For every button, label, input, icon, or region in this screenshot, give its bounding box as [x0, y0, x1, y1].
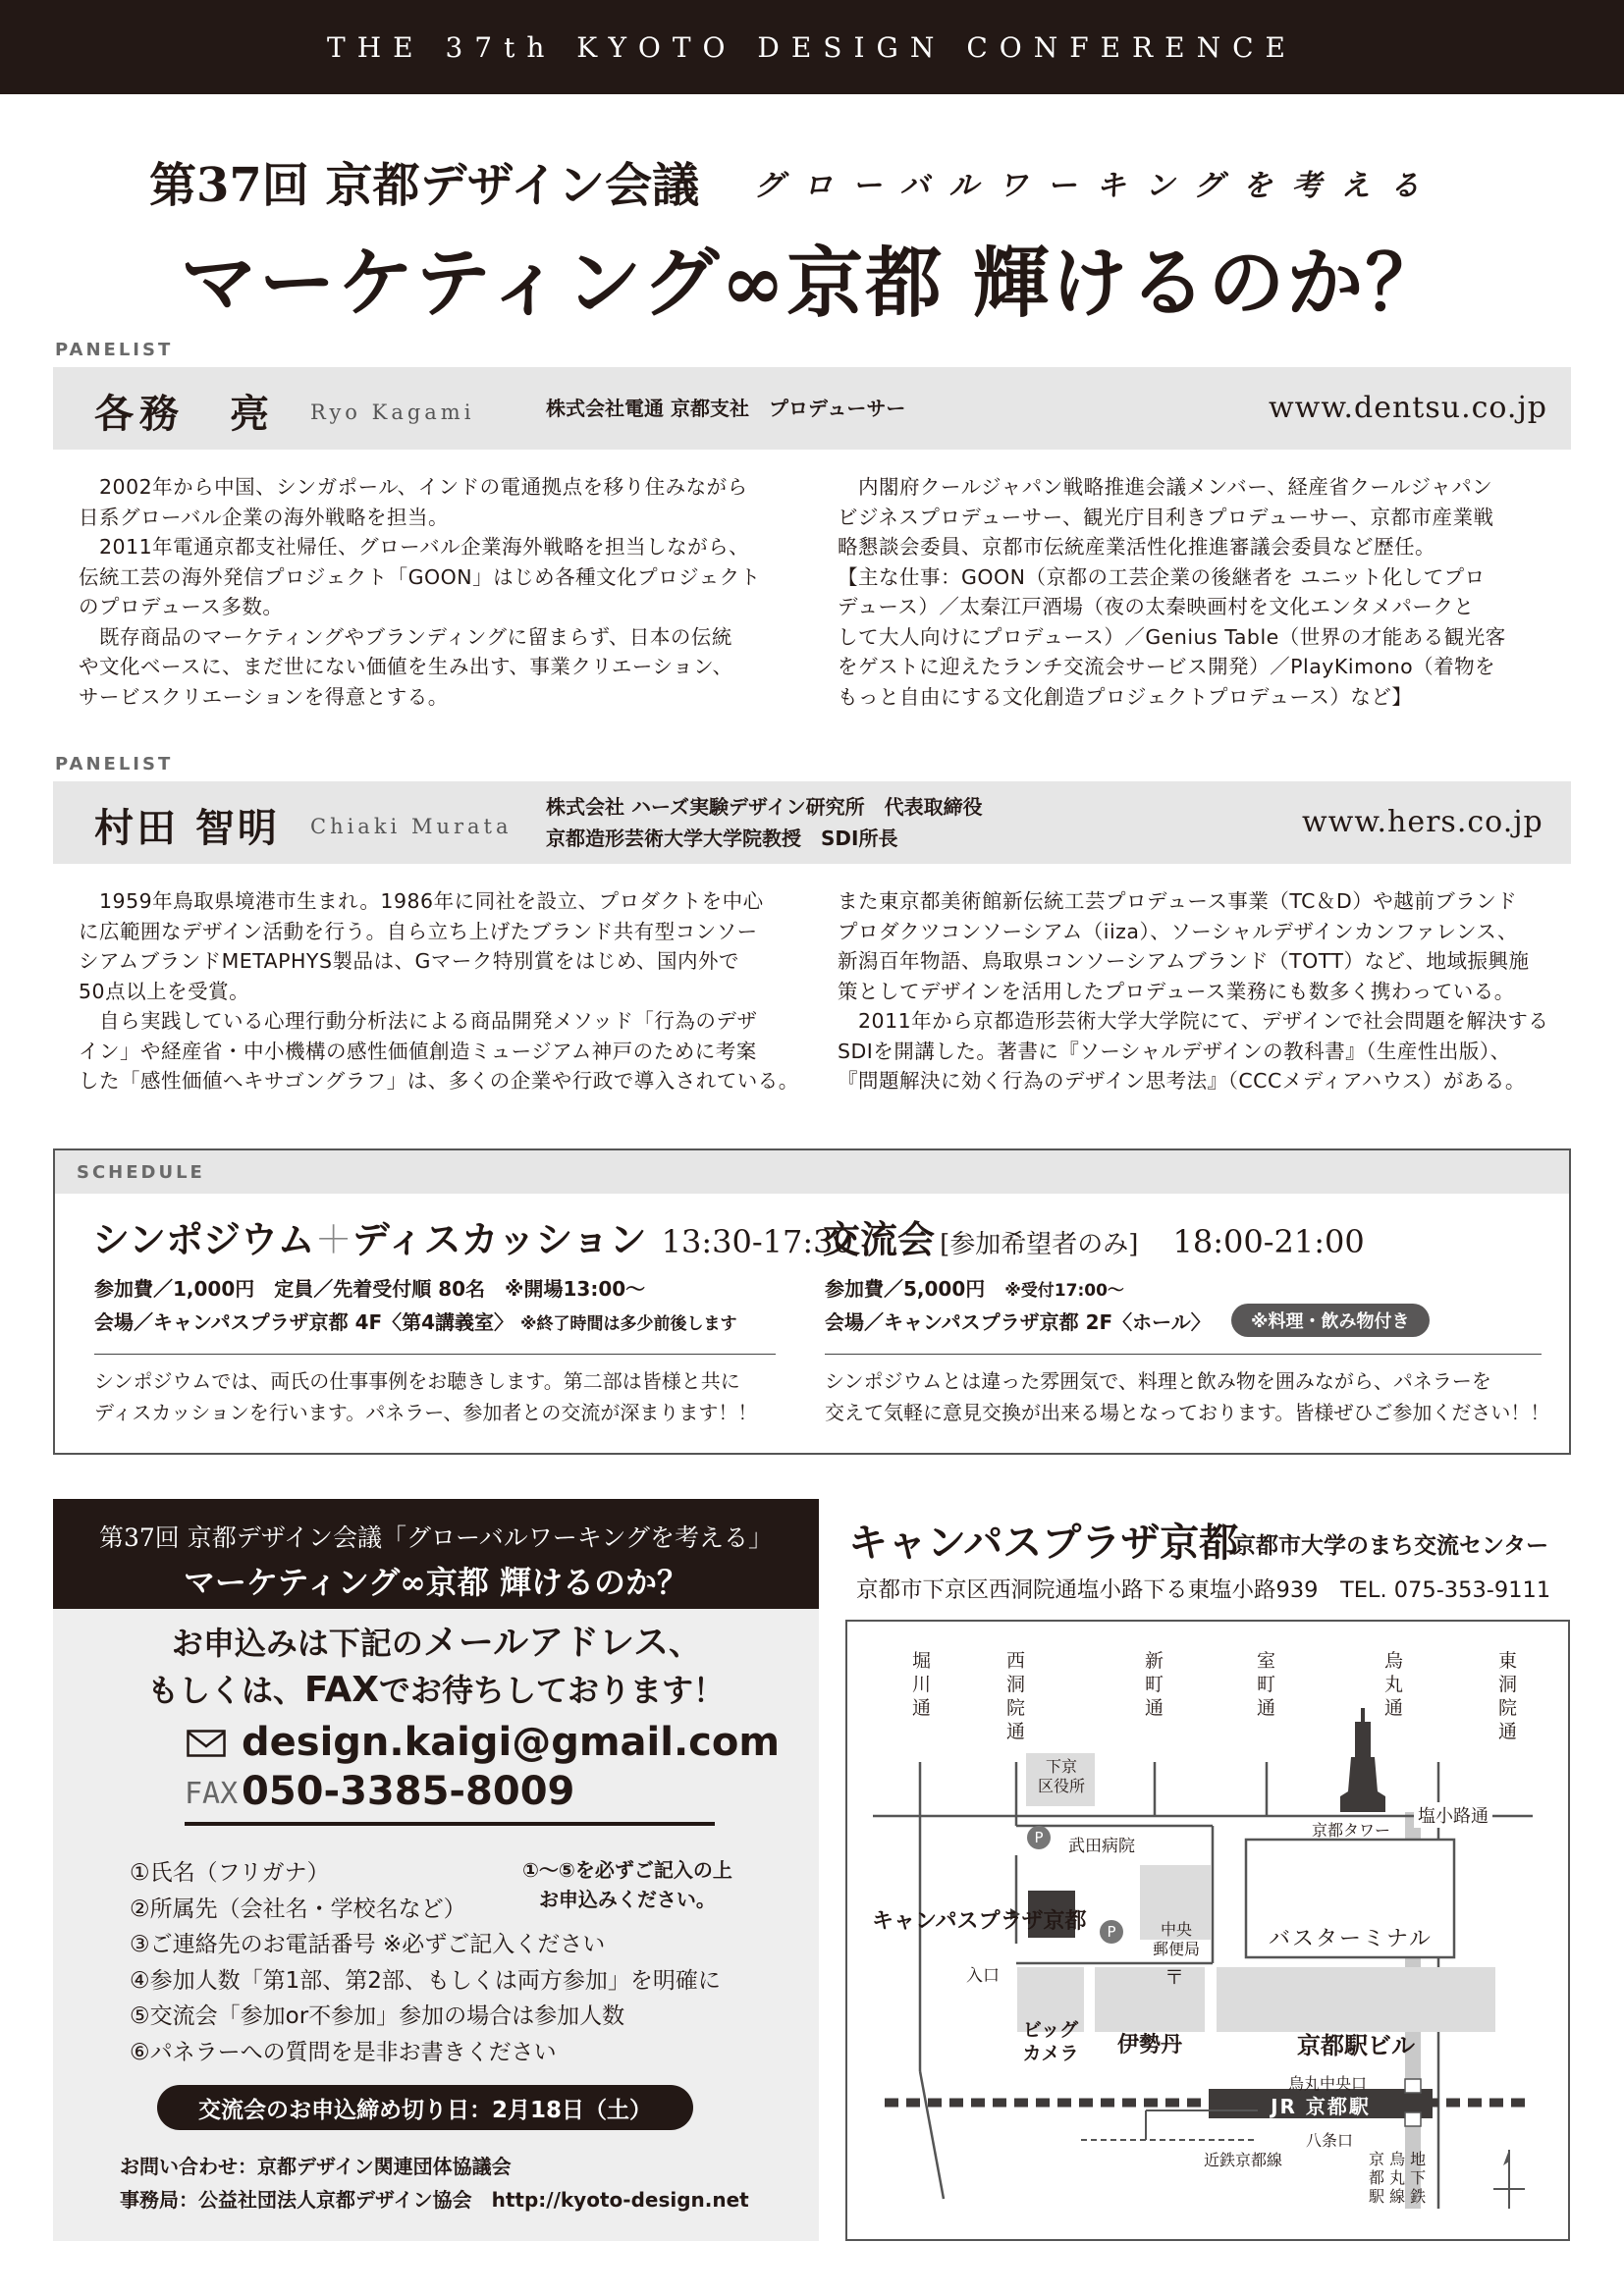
panelist-roman-name: Ryo Kagami [310, 400, 475, 424]
campus-plaza-map-label: キャンパスプラザ京都 [872, 1909, 1087, 1934]
kyoto-station-building-label: 京都駅ビル [1297, 2032, 1415, 2059]
street-label-karasuma: 烏 丸 通 [1384, 1650, 1404, 1719]
food-included-badge: ※料理・飲み物付き [1231, 1304, 1430, 1337]
panelist-affiliation: 京都造形芸術大学大学院教授 SDI所長 [546, 827, 898, 850]
email-address-link[interactable]: design.kaigi@gmail.com [242, 1720, 781, 1765]
reception-fee: 参加費／5,000円 ※受付17:00～ [825, 1277, 1124, 1301]
symposium-time: 13:30-17:30 [661, 1223, 853, 1260]
application-invitation: お申込みは下記のメールアドレス、 もしくは、FAXでお待ちしております！ [146, 1623, 726, 1710]
panelist-affiliation: 株式会社電通 京都支社 プロデューサー [546, 397, 906, 420]
schedule-label: SCHEDULE [77, 1162, 205, 1183]
hachijo-exit-label: 八条口 [1306, 2131, 1354, 2150]
reception-description: シンポジウムとは違った雰囲気で、料理と飲み物を囲みながら、パネラーを 交えて気軽に意見交換が出来る場となっております。皆様ぜひご参加ください！！ [825, 1369, 1550, 1424]
shimogyo-ward-office: 下京 区役所 [1037, 1757, 1085, 1795]
shiokoji-street-label: 塩小路通 [1414, 1802, 1492, 1828]
venue-subtitle: 京都市大学のまち交流センター [1233, 1532, 1549, 1559]
parking-icon: P [1027, 1826, 1051, 1849]
contact-underline [185, 1822, 715, 1826]
symposium-description: シンポジウムでは、両氏の仕事事例をお聴きします。第二部は皆様と共に ディスカッションを行います。パネラー、参加者との交流が深まります！！ [94, 1369, 758, 1424]
mail-icon [187, 1730, 226, 1757]
panelist-label: PANELIST [55, 754, 174, 774]
street-label-higashinotoin: 東 洞 院 通 [1498, 1650, 1518, 1742]
list-item: ⑥パネラーへの質問を是非お書きください [130, 2039, 557, 2065]
panelist-bio-left: 1959年鳥取県境港市生まれ。1986年に同社を設立、プロダクトを中心 に広範囲なデザイン活動を行う。自ら立ち上げたブランド共有型コンソー シアムブランドMETAPHYS製品は、Gマーク特別賞をはじめ、国内外で 50点以上を受賞。 自ら実践している心理行動分析法による商品開発メソッド「行為のデザ イン」や経産省・中小機構の感性価値創造ミュージアム神戸のために考案 した「感性価値へキサゴングラフ」は、多くの企業や行政で導入されている。 [79, 889, 799, 1093]
reception-time: 18:00-21:00 [1172, 1223, 1365, 1260]
post-office-icon: 〒 [1164, 1965, 1184, 1989]
contact-info: お問い合わせ：京都デザイン関連団体協議会 事務局：公益社団法人京都デザイン協会 http://kyoto-design.net [120, 2155, 749, 2212]
central-post-office-label: 中央 郵便局 [1152, 1920, 1200, 1958]
panelist-affiliation: 株式会社 ハーズ実験デザイン研究所 代表取締役 [546, 795, 983, 819]
street-label-nishinotoin: 西 洞 院 通 [1006, 1650, 1026, 1742]
jr-kyoto-station-label: JR 京都駅 [1271, 2095, 1371, 2118]
panelist-label: PANELIST [55, 340, 174, 360]
reception-title: 交流会 [参加希望者のみ] 18:00-21:00 [823, 1217, 1365, 1261]
symposium-divider [94, 1354, 776, 1355]
conference-title: 第37回 京都デザイン会議 [149, 158, 700, 213]
list-item: ⑤交流会「参加or不参加」参加の場合は参加人数 [130, 2003, 625, 2029]
bus-terminal-label: バスターミナル [1269, 1927, 1433, 1951]
venue-address: 京都市下京区西洞院通塩小路下る東塩小路939 TEL. 075-353-9111 [856, 1577, 1551, 1603]
entrance-label: 入口 [966, 1966, 1000, 1986]
symposium-fee: 参加費／1,000円 定員／先着受付順 80名 ※開場13:00～ [94, 1277, 646, 1301]
application-note: ①～⑤を必ずご記入の上 お申込みください。 [522, 1858, 732, 1911]
conference-subtitle: グローバルワーキングを考える [754, 169, 1439, 203]
panelist-bio-right: 内閣府クールジャパン戦略推進会議メンバー、経産省クールジャパン ビジネスプロデューサー、観光庁目利きプロデューサー、京都市産業戦 略懇談会委員、京都市伝統産業活性化推進審議会委員など歴任。 【主な仕事：GOON（京都の工芸企業の後継者を ユニット化してプロ デュース）／太秦江戸酒場（夜の太秦映画村を文化エンタメパークと して大人向けにプロデュース）／Genius Table（世界の才能ある観光客 をゲストに迎えたランチ交流会サービス開発）／PlayKimono（着物を もっと自由にする文化創造プロジェクトプロデュース）など】 [838, 475, 1506, 709]
fax-number: 050-3385-8009 [242, 1769, 575, 1814]
street-label-shinmachi: 新 町 通 [1145, 1650, 1164, 1719]
panelist-name: 村田 智明 [94, 805, 280, 851]
bic-camera-label: ビッグ カメラ [1022, 2019, 1079, 2064]
panelist-url-link[interactable]: www.dentsu.co.jp [1269, 391, 1547, 425]
list-item: ②所属先（会社名・学校名など） [130, 1896, 466, 1922]
kintetsu-line-label: 近鉄京都線 [1204, 2151, 1283, 2169]
panelist-name: 各務 亮 [94, 391, 275, 437]
karasuma-central-exit-label: 烏丸中央口 [1288, 2074, 1368, 2093]
panelist-bio-right: また東京都美術館新伝統工芸プロデュース事業（TC＆D）や越前ブランド プロダクツコンソーシアム（iiza）、ソーシャルデザインカンファレンス、 新潟百年物語、鳥取県コンソーシアムブランド（TOTT）など、地域振興施 策としてデザインを活用したプロデュース業務にも数多く携わっている。 2011年から京都造形芸術大学大学院にて、デザインで社会問題を解決する SDIを開講した。著書に『ソーシャルデザインの教科書』（生産性出版）、 『問題解決に効く行為のデザイン思考法』（CCCメディアハウス）がある。 [838, 889, 1549, 1093]
panelist-roman-name: Chiaki Murata [310, 815, 513, 838]
list-item: ④参加人数「第1部、第2部、もしくは両方参加」を明確に [130, 1967, 721, 1994]
application-header: 第37回 京都デザイン会議「グローバルワーキングを考える」 マーケティング∞京都 輝けるのか？ [53, 1499, 819, 1609]
symposium-venue: 会場／キャンパスプラザ京都 4F〈第4講義室〉 ※終了時間は多少前後します [94, 1310, 737, 1334]
street-label-muromachi: 室 町 通 [1257, 1650, 1276, 1719]
venue-name: キャンパスプラザ京都 [848, 1520, 1239, 1566]
takeda-hospital-label: 武田病院 [1068, 1837, 1135, 1856]
panelist-bio-left: 2002年から中国、シンガポール、インドの電通拠点を移り住みながら 日系グローバル企業の海外戦略を担当。 2011年電通京都支社帰任、グローバル企業海外戦略を担当しながら、 伝統工芸の海外発信プロジェクト「GOON」はじめ各種文化プロジェクト のプロデュース多数。 既存商品のマーケティングやブランディングに留まらず、日本の伝統 や文化ベースに、まだ世にない価値を生み出す、事業クリエーション、 サービスクリエーションを得意とする。 [79, 475, 761, 709]
reception-venue: 会場／キャンパスプラザ京都 2F〈ホール〉 [825, 1310, 1211, 1334]
subway-karasuma-station-label: 京 烏 地 都 丸 下 駅 線 鉄 [1369, 2150, 1427, 2206]
panelist-url-link[interactable]: www.hers.co.jp [1302, 805, 1543, 839]
isetan-label: 伊勢丹 [1116, 2033, 1182, 2057]
conference-band: THE 37th KYOTO DESIGN CONFERENCE [0, 0, 1624, 94]
main-theme-title: マーケティング∞京都 輝けるのか？ [180, 239, 1444, 328]
deadline-badge: 交流会のお申込締め切り日：2月18日（土） [157, 2085, 693, 2130]
fax-label: FAX [185, 1777, 239, 1811]
reception-divider [825, 1354, 1542, 1355]
schedule-header [55, 1150, 1569, 1194]
symposium-title: シンポジウム＋ディスカッション 13:30-17:30 [92, 1217, 853, 1261]
kyoto-tower-label: 京都タワー [1312, 1821, 1391, 1840]
street-label-horikawa: 堀 川 通 [912, 1650, 932, 1719]
list-item: ③ご連絡先のお電話番号 ※必ずご記入ください [130, 1932, 606, 1957]
parking-icon: P [1100, 1920, 1123, 1944]
list-item: ①氏名（フリガナ） [130, 1860, 330, 1886]
